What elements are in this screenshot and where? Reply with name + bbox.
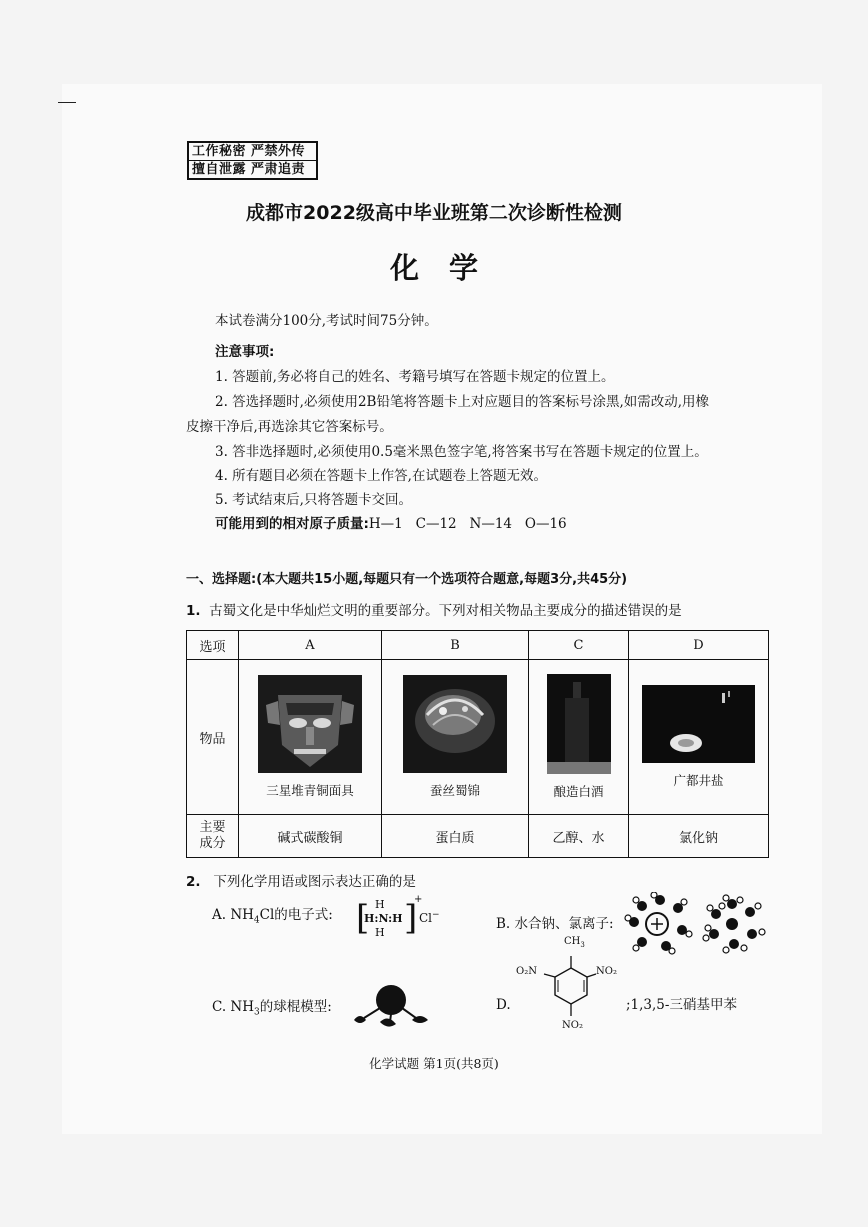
silk-brocade-image [403, 675, 507, 773]
methyl-ch: CH [564, 936, 581, 947]
q2-option-c-sub: 3 [254, 1007, 260, 1018]
exam-info: 本试卷满分100分,考试时间75分钟。 [215, 313, 438, 329]
q2-option-d-label: D. [496, 997, 511, 1013]
exam-title: 成都市2022级高中毕业班第二次诊断性检测 [246, 202, 622, 224]
nitro-group-left: O₂N [516, 966, 537, 977]
section-heading: 一、选择题:(本大题共15小题,每题只有一个选项符合题意,每题3分,共45分) [186, 572, 628, 587]
option-letter-c: C [529, 631, 629, 660]
table-row-items [187, 660, 769, 815]
note-5: 5. 考试结束后,只将答题卡交回。 [215, 492, 412, 508]
note-4: 4. 所有题目必须在答题卡上作答,在试题卷上答题无效。 [215, 468, 547, 484]
question-1-table [186, 630, 769, 858]
item-name-d: 广都井盐 [673, 773, 724, 788]
chloride-symbol: Cl [419, 911, 433, 925]
option-letter-b: B [382, 631, 529, 660]
item-name-a: 三星堆青铜面具 [266, 783, 354, 798]
row-header-component [187, 815, 239, 858]
option-letter-d: D [629, 631, 769, 660]
question-2-stem [186, 873, 416, 891]
item-name-b: 蚕丝蜀锦 [429, 783, 480, 798]
confidential-line-2: 擅自泄露 严肃追责 [189, 160, 316, 178]
question-2-text: 下列化学用语或图示表达正确的是 [213, 874, 416, 890]
item-cell-a [239, 660, 382, 815]
well-salt-image [642, 685, 755, 763]
note-3: 3. 答非选择题时,必须使用0.5毫米黑色签字笔,将答案书写在答题卡规定的位置上。 [215, 444, 708, 460]
note-2-continued: 皮擦干净后,再选涂其它答案标号。 [186, 419, 393, 435]
methyl-group [564, 936, 585, 949]
confidential-line-1: 工作秘密 严禁外传 [192, 144, 306, 159]
q2-option-a-prefix: A. NH [212, 907, 254, 923]
component-a: 碱式碳酸铜 [239, 815, 382, 858]
question-1-text: 古蜀文化是中华灿烂文明的重要部分。下列对相关物品主要成分的描述错误的是 [209, 603, 682, 619]
item-cell-b [382, 660, 529, 815]
component-c: 乙醇、水 [529, 815, 629, 858]
row-header-option: 选项 [187, 631, 239, 660]
q2-option-a-suffix: Cl的电子式: [259, 907, 333, 923]
item-name-c: 酿造白酒 [553, 784, 604, 799]
page-footer: 化学试题 第1页(共8页) [369, 1056, 499, 1071]
item-cell-d [629, 660, 769, 815]
subject-title: 化学 [389, 251, 508, 285]
q2-option-b-label: B. 水合钠、氯离子: [496, 916, 614, 932]
q2-option-c-suffix: 的球棍模型: [259, 999, 332, 1015]
hydrated-ions-diagram [622, 892, 770, 960]
item-cell-c [529, 660, 629, 815]
q2-option-c-prefix: C. NH [212, 999, 255, 1015]
bronze-mask-image [258, 675, 362, 773]
notes-heading: 注意事项: [215, 344, 275, 360]
atomic-mass-values: H—1 C—12 N—14 O—16 [368, 516, 567, 532]
option-letter-a: A [239, 631, 382, 660]
chloride-charge: − [432, 910, 440, 920]
corner-mark [58, 102, 76, 103]
q2-option-a-sub: 4 [253, 915, 260, 926]
atomic-mass-row [215, 515, 567, 533]
chloride-ion [419, 910, 440, 925]
component-d: 氯化钠 [629, 815, 769, 858]
question-2-number: 2. [186, 874, 201, 890]
electron-formula-charge: + [414, 894, 423, 905]
confidential-stamp [187, 141, 318, 180]
electron-formula-top-h: H [375, 898, 385, 911]
question-1-number: 1. [186, 603, 201, 619]
question-1-stem [186, 602, 682, 620]
electron-formula-middle: H:N:H [364, 912, 403, 925]
methyl-sub: 3 [580, 941, 585, 949]
trinitrotoluene-structure [516, 932, 626, 1042]
ammonia-ball-stick-model [350, 984, 432, 1034]
q2-option-c-label [212, 998, 332, 1022]
electron-formula-bottom-h: H [375, 926, 385, 939]
q2-option-d-name: ;1,3,5-三硝基甲苯 [626, 997, 737, 1013]
q2-option-a-label [212, 906, 333, 930]
note-1: 1. 答题前,务必将自己的姓名、考籍号填写在答题卡规定的位置上。 [215, 369, 615, 385]
nitro-group-right: NO₂ [596, 966, 617, 977]
table-row-components [187, 815, 769, 858]
component-b: 蛋白质 [382, 815, 529, 858]
row-header-item: 物品 [187, 660, 239, 815]
nitro-group-bottom: NO₂ [562, 1020, 583, 1031]
ammonium-chloride-electron-formula: [ H H:N:H H ] + Cl− [356, 894, 440, 939]
note-2: 2. 答选择题时,必须使用2B铅笔将答题卡上对应题目的答案标号涂黑,如需改动,用橡 [215, 394, 710, 410]
atomic-mass-label: 可能用到的相对原子质量: [215, 516, 369, 532]
liquor-bottle-image [547, 674, 611, 774]
table-row-options [187, 631, 769, 660]
row-header-component-text: 主要成分 [199, 820, 226, 851]
